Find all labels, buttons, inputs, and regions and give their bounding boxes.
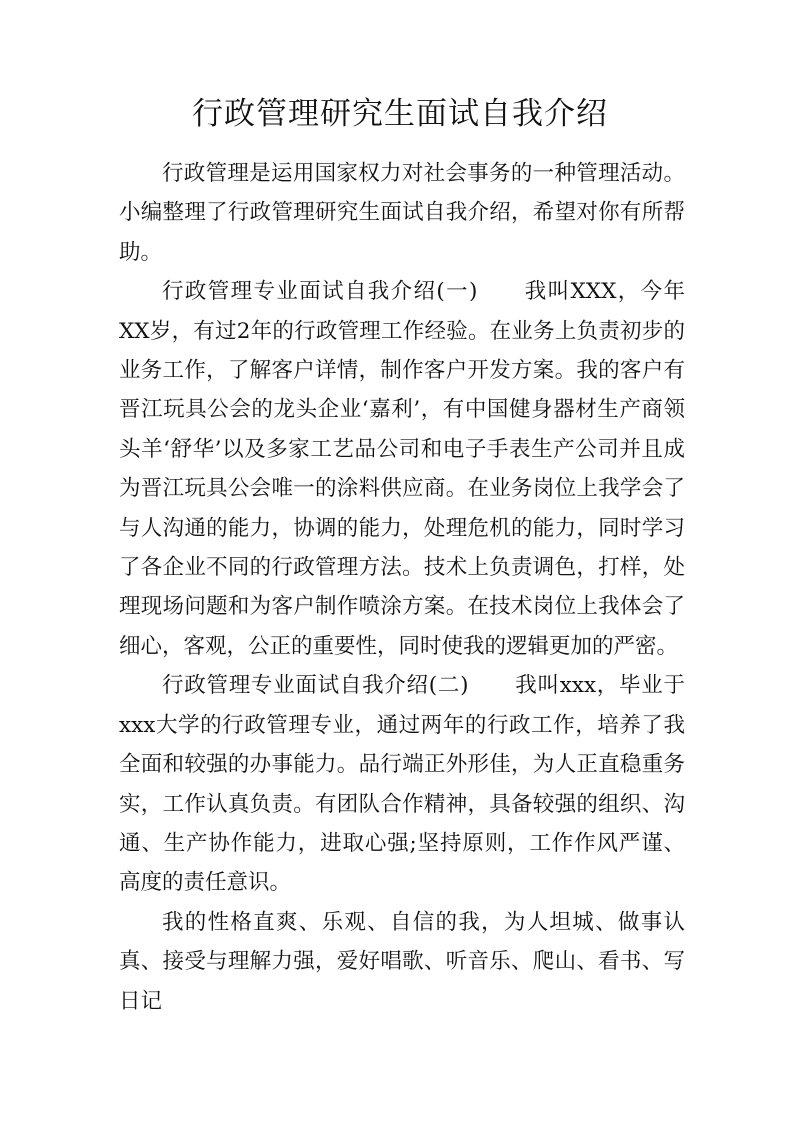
section-two-paragraph: [119, 666, 685, 902]
section-one-paragraph: [119, 272, 685, 666]
paragraph-text: 我叫XXX，今年XX岁，有过2年的行政管理工作经验。在业务上负责初步的业务工作，了解客户详情，制作客户开发方案。我的客户有晋江玩具公会的龙头企业‘嘉利’，有中国健身器材生产商领头羊‘舒华’以及多家工艺品公司和电子手表生产公司并且成为晋江玩具公会唯一的涂料供应商。在业务岗位上我学会了与人沟通的能力，协调的能力，处理危机的能力，同时学习了各企业不同的行政管理方法。技术上负责调色，打样，处理现场问题和为客户制作喷涂方案。在技术岗位上我体会了细心，客观，公正的重要性，同时使我的逻辑更加的严密。: [119, 279, 685, 659]
document-body: [119, 154, 685, 1021]
paragraph-text: 我叫xxx，毕业于xxx大学的行政管理专业，通过两年的行政工作，培养了我全面和较强的办事能力。品行端正外形佳，为人正直稳重务实，工作认真负责。有团队合作精神，具备较强的组织、沟通、生产协作能力，进取心强;坚持原则，工作作风严谨、高度的责任意识。: [119, 673, 685, 896]
paragraph-text: 行政管理是运用国家权力对社会事务的一种管理活动。小编整理了行政管理研究生面试自我介绍，希望对你有所帮助。: [119, 161, 685, 265]
document-title: 行政管理研究生面试自我介绍: [192, 96, 608, 132]
paragraph-text: 我的性格直爽、乐观、自信的我，为人坦城、做事认真、接受与理解力强，爱好唱歌、听音乐、爬山、看书、写日记: [119, 909, 685, 1014]
section-heading: 行政管理专业面试自我介绍(一): [162, 279, 478, 305]
intro-paragraph: [119, 154, 685, 272]
personality-paragraph: [119, 903, 685, 1021]
section-heading: 行政管理专业面试自我介绍(二): [162, 673, 469, 699]
